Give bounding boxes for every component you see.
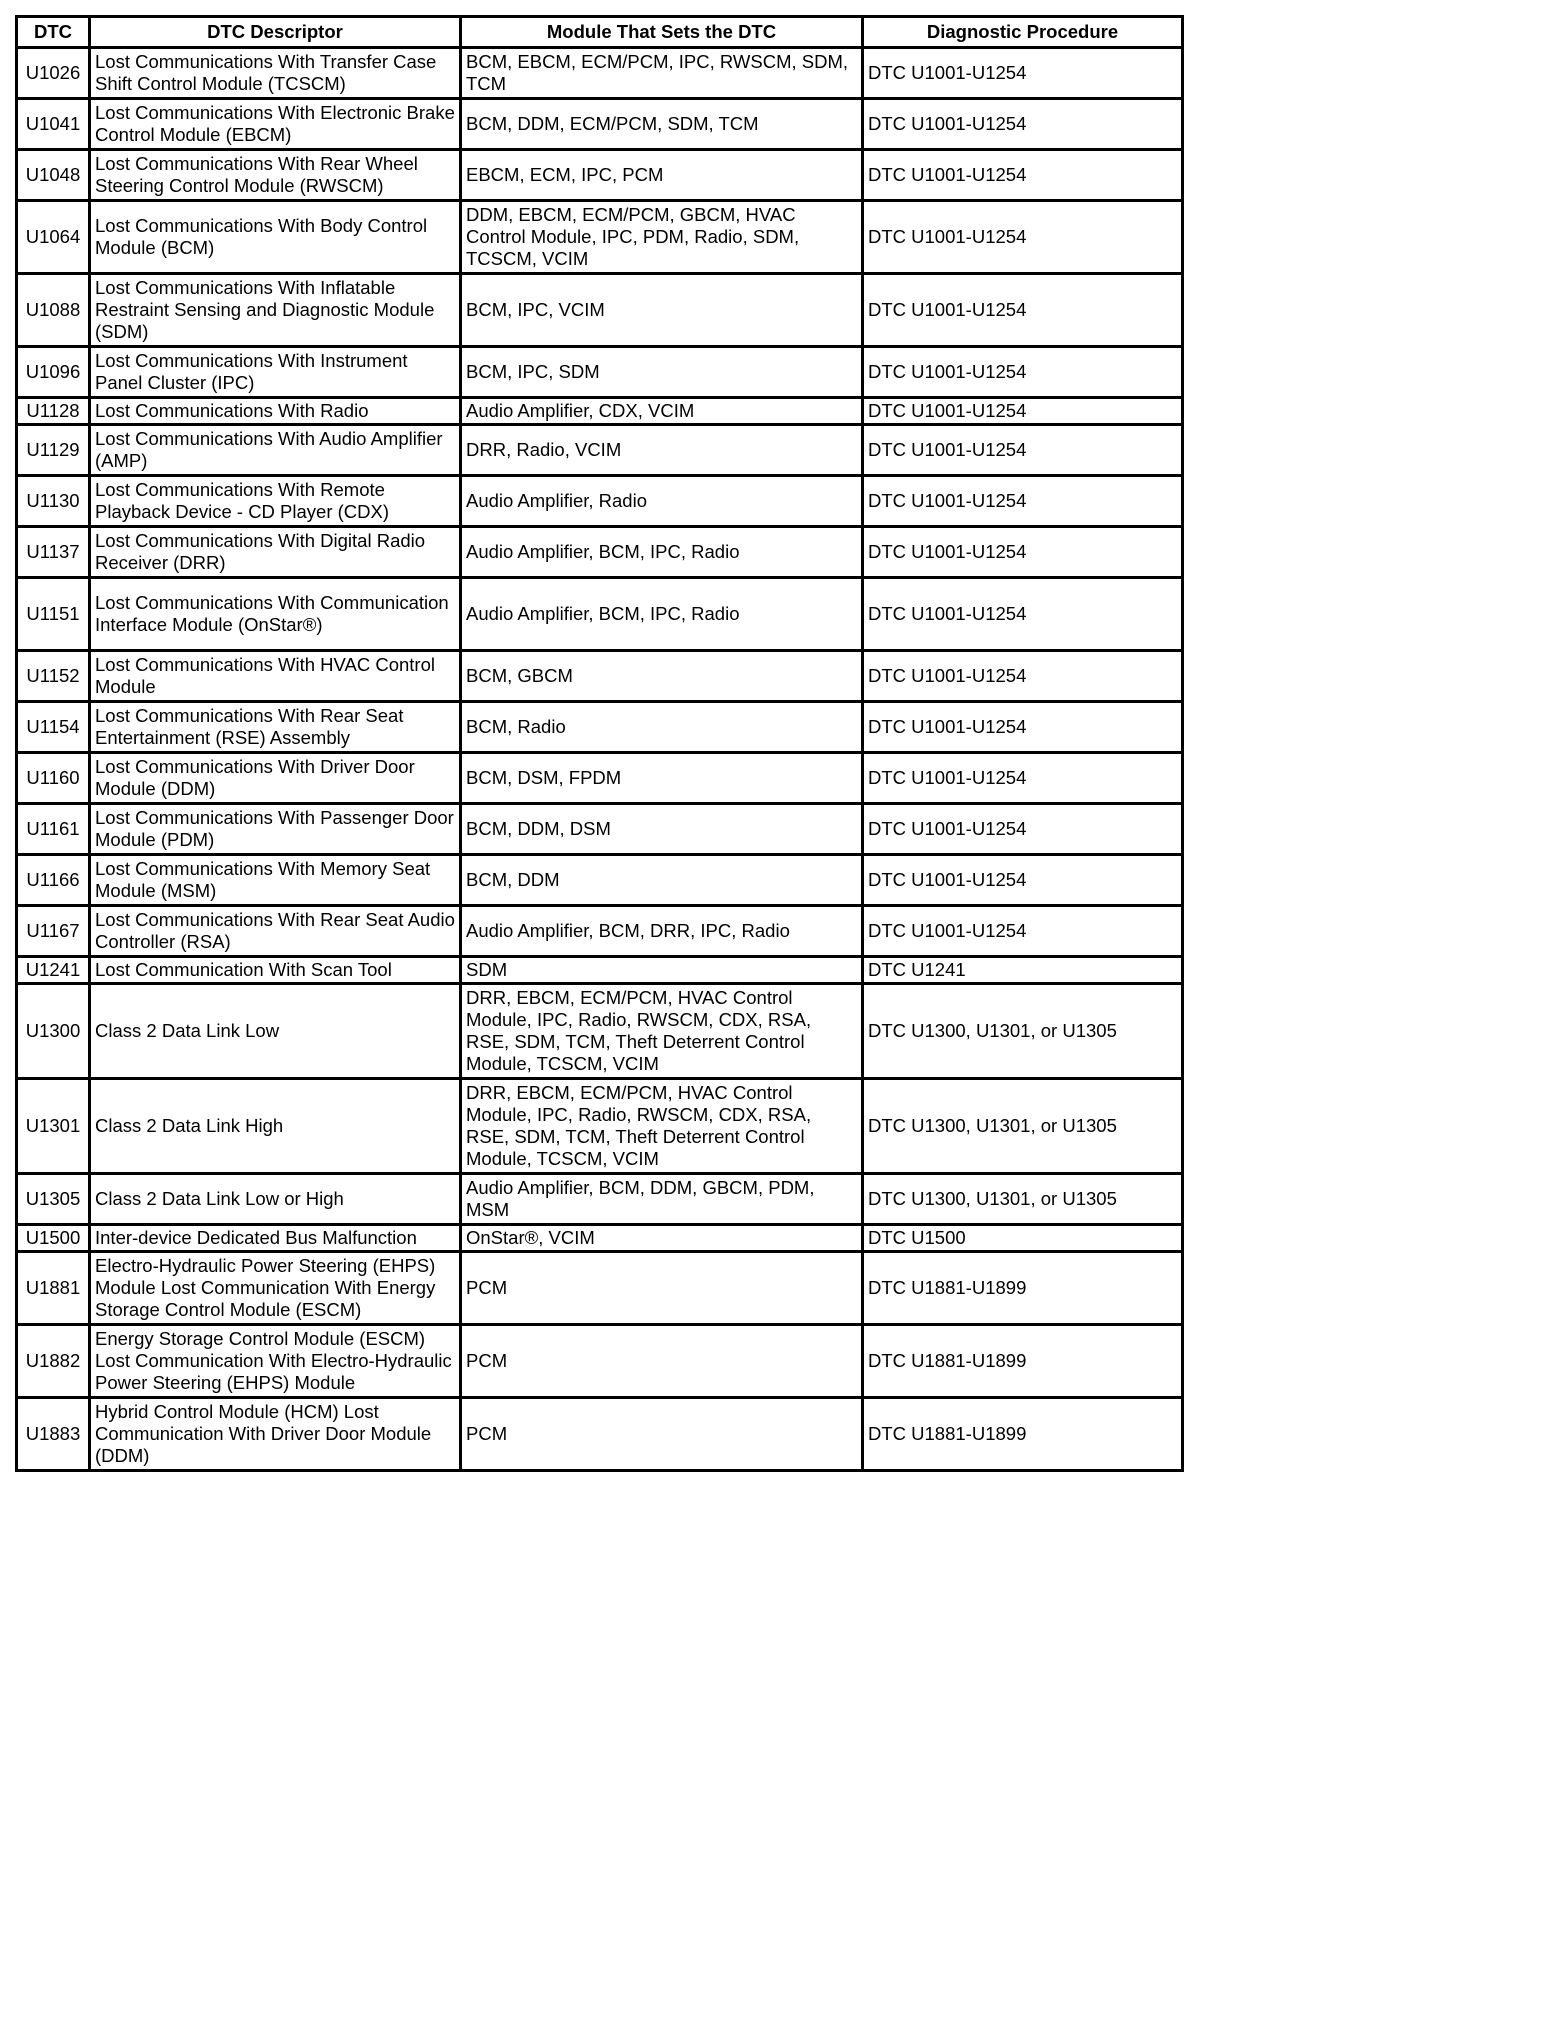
dtc-code: U1881 (17, 1252, 90, 1325)
dtc-module: BCM, IPC, SDM (461, 347, 863, 398)
table-row (17, 957, 1183, 984)
table-row (17, 1079, 1183, 1174)
dtc-procedure: DTC U1001-U1254 (863, 347, 1183, 398)
dtc-descriptor: Lost Communications With Digital Radio Receiver (DRR) (90, 527, 461, 578)
dtc-descriptor: Lost Communications With Remote Playback Device - CD Player (CDX) (90, 476, 461, 527)
dtc-module: BCM, EBCM, ECM/PCM, IPC, RWSCM, SDM, TCM (461, 48, 863, 99)
dtc-descriptor: Lost Communications With Memory Seat Module (MSM) (90, 855, 461, 906)
table-row (17, 1325, 1183, 1398)
table-row (17, 753, 1183, 804)
dtc-descriptor: Inter-device Dedicated Bus Malfunction (90, 1225, 461, 1252)
dtc-code: U1161 (17, 804, 90, 855)
dtc-module: PCM (461, 1398, 863, 1471)
dtc-procedure: DTC U1881-U1899 (863, 1398, 1183, 1471)
dtc-procedure: DTC U1001-U1254 (863, 578, 1183, 651)
dtc-procedure: DTC U1001-U1254 (863, 651, 1183, 702)
dtc-procedure: DTC U1300, U1301, or U1305 (863, 1079, 1183, 1174)
table-row (17, 1398, 1183, 1471)
table-row (17, 527, 1183, 578)
dtc-descriptor: Lost Communications With Rear Wheel Steering Control Module (RWSCM) (90, 150, 461, 201)
dtc-module: PCM (461, 1252, 863, 1325)
dtc-module: Audio Amplifier, CDX, VCIM (461, 398, 863, 425)
header-dtc: DTC (17, 17, 90, 48)
header-descriptor: DTC Descriptor (90, 17, 461, 48)
table-row (17, 984, 1183, 1079)
dtc-procedure: DTC U1881-U1899 (863, 1325, 1183, 1398)
dtc-procedure: DTC U1241 (863, 957, 1183, 984)
dtc-module: Audio Amplifier, BCM, IPC, Radio (461, 578, 863, 651)
dtc-descriptor: Class 2 Data Link Low or High (90, 1174, 461, 1225)
table-row (17, 804, 1183, 855)
header-module: Module That Sets the DTC (461, 17, 863, 48)
dtc-code: U1301 (17, 1079, 90, 1174)
dtc-procedure: DTC U1001-U1254 (863, 906, 1183, 957)
dtc-descriptor: Lost Communications With Rear Seat Audio Controller (RSA) (90, 906, 461, 957)
dtc-module: Audio Amplifier, BCM, DRR, IPC, Radio (461, 906, 863, 957)
table-row (17, 476, 1183, 527)
dtc-module: BCM, DDM, ECM/PCM, SDM, TCM (461, 99, 863, 150)
dtc-descriptor: Lost Communications With HVAC Control Module (90, 651, 461, 702)
dtc-descriptor: Electro-Hydraulic Power Steering (EHPS) Module Lost Communication With Energy Storage Control Module (ESCM) (90, 1252, 461, 1325)
dtc-module: DRR, EBCM, ECM/PCM, HVAC Control Module, IPC, Radio, RWSCM, CDX, RSA, RSE, SDM, TCM, Theft Deterrent Control Module, TCSCM, VCIM (461, 984, 863, 1079)
dtc-descriptor: Lost Communications With Body Control Module (BCM) (90, 201, 461, 274)
table-row (17, 906, 1183, 957)
dtc-module: SDM (461, 957, 863, 984)
dtc-descriptor: Class 2 Data Link Low (90, 984, 461, 1079)
dtc-descriptor: Energy Storage Control Module (ESCM) Lost Communication With Electro-Hydraulic Power Steering (EHPS) Module (90, 1325, 461, 1398)
dtc-procedure: DTC U1001-U1254 (863, 201, 1183, 274)
dtc-code: U1500 (17, 1225, 90, 1252)
dtc-code: U1151 (17, 578, 90, 651)
dtc-module: PCM (461, 1325, 863, 1398)
dtc-code: U1088 (17, 274, 90, 347)
table-row (17, 274, 1183, 347)
dtc-module: BCM, DDM (461, 855, 863, 906)
dtc-procedure: DTC U1300, U1301, or U1305 (863, 1174, 1183, 1225)
dtc-module: DRR, EBCM, ECM/PCM, HVAC Control Module, IPC, Radio, RWSCM, CDX, RSA, RSE, SDM, TCM, Theft Deterrent Control Module, TCSCM, VCIM (461, 1079, 863, 1174)
dtc-code: U1300 (17, 984, 90, 1079)
table-row (17, 1252, 1183, 1325)
table-row (17, 702, 1183, 753)
dtc-procedure: DTC U1001-U1254 (863, 702, 1183, 753)
dtc-code: U1128 (17, 398, 90, 425)
table-header (17, 17, 1183, 48)
dtc-table (15, 15, 1184, 1472)
table-body (17, 48, 1183, 1471)
dtc-code: U1883 (17, 1398, 90, 1471)
table-row (17, 1225, 1183, 1252)
dtc-code: U1166 (17, 855, 90, 906)
dtc-code: U1137 (17, 527, 90, 578)
dtc-descriptor: Lost Communication With Scan Tool (90, 957, 461, 984)
dtc-descriptor: Lost Communications With Rear Seat Entertainment (RSE) Assembly (90, 702, 461, 753)
dtc-procedure: DTC U1500 (863, 1225, 1183, 1252)
table-row (17, 1174, 1183, 1225)
table-row (17, 855, 1183, 906)
dtc-code: U1167 (17, 906, 90, 957)
dtc-code: U1130 (17, 476, 90, 527)
dtc-procedure: DTC U1001-U1254 (863, 99, 1183, 150)
dtc-module: BCM, GBCM (461, 651, 863, 702)
table-row (17, 398, 1183, 425)
dtc-procedure: DTC U1001-U1254 (863, 274, 1183, 347)
dtc-code: U1064 (17, 201, 90, 274)
dtc-module: BCM, IPC, VCIM (461, 274, 863, 347)
dtc-code: U1305 (17, 1174, 90, 1225)
dtc-descriptor: Lost Communications With Inflatable Restraint Sensing and Diagnostic Module (SDM) (90, 274, 461, 347)
dtc-module: Audio Amplifier, BCM, IPC, Radio (461, 527, 863, 578)
dtc-code: U1096 (17, 347, 90, 398)
dtc-module: EBCM, ECM, IPC, PCM (461, 150, 863, 201)
dtc-module: Audio Amplifier, BCM, DDM, GBCM, PDM, MSM (461, 1174, 863, 1225)
dtc-code: U1154 (17, 702, 90, 753)
dtc-code: U1241 (17, 957, 90, 984)
dtc-descriptor: Lost Communications With Radio (90, 398, 461, 425)
table-row (17, 347, 1183, 398)
dtc-descriptor: Lost Communications With Audio Amplifier (AMP) (90, 425, 461, 476)
dtc-module: DDM, EBCM, ECM/PCM, GBCM, HVAC Control Module, IPC, PDM, Radio, SDM, TCSCM, VCIM (461, 201, 863, 274)
table-row (17, 201, 1183, 274)
dtc-code: U1048 (17, 150, 90, 201)
dtc-procedure: DTC U1001-U1254 (863, 398, 1183, 425)
header-row (17, 17, 1183, 48)
dtc-module: BCM, Radio (461, 702, 863, 753)
table-row (17, 99, 1183, 150)
dtc-procedure: DTC U1300, U1301, or U1305 (863, 984, 1183, 1079)
dtc-procedure: DTC U1001-U1254 (863, 150, 1183, 201)
dtc-procedure: DTC U1001-U1254 (863, 425, 1183, 476)
dtc-procedure: DTC U1001-U1254 (863, 48, 1183, 99)
dtc-descriptor: Lost Communications With Transfer Case Shift Control Module (TCSCM) (90, 48, 461, 99)
dtc-descriptor: Lost Communications With Passenger Door Module (PDM) (90, 804, 461, 855)
dtc-module: Audio Amplifier, Radio (461, 476, 863, 527)
dtc-code: U1160 (17, 753, 90, 804)
dtc-descriptor: Class 2 Data Link High (90, 1079, 461, 1174)
header-procedure: Diagnostic Procedure (863, 17, 1183, 48)
dtc-procedure: DTC U1001-U1254 (863, 804, 1183, 855)
dtc-code: U1882 (17, 1325, 90, 1398)
dtc-procedure: DTC U1001-U1254 (863, 527, 1183, 578)
dtc-module: DRR, Radio, VCIM (461, 425, 863, 476)
dtc-code: U1026 (17, 48, 90, 99)
dtc-module: BCM, DDM, DSM (461, 804, 863, 855)
table-row (17, 651, 1183, 702)
table-row (17, 578, 1183, 651)
dtc-procedure: DTC U1001-U1254 (863, 476, 1183, 527)
dtc-procedure: DTC U1001-U1254 (863, 855, 1183, 906)
dtc-descriptor: Lost Communications With Instrument Panel Cluster (IPC) (90, 347, 461, 398)
table-row (17, 48, 1183, 99)
table-row (17, 425, 1183, 476)
dtc-descriptor: Lost Communications With Communication Interface Module (OnStar®) (90, 578, 461, 651)
dtc-descriptor: Lost Communications With Electronic Brake Control Module (EBCM) (90, 99, 461, 150)
dtc-code: U1041 (17, 99, 90, 150)
dtc-descriptor: Lost Communications With Driver Door Module (DDM) (90, 753, 461, 804)
dtc-procedure: DTC U1881-U1899 (863, 1252, 1183, 1325)
table-row (17, 150, 1183, 201)
dtc-module: OnStar®, VCIM (461, 1225, 863, 1252)
dtc-code: U1129 (17, 425, 90, 476)
dtc-code: U1152 (17, 651, 90, 702)
dtc-descriptor: Hybrid Control Module (HCM) Lost Communication With Driver Door Module (DDM) (90, 1398, 461, 1471)
dtc-procedure: DTC U1001-U1254 (863, 753, 1183, 804)
dtc-module: BCM, DSM, FPDM (461, 753, 863, 804)
